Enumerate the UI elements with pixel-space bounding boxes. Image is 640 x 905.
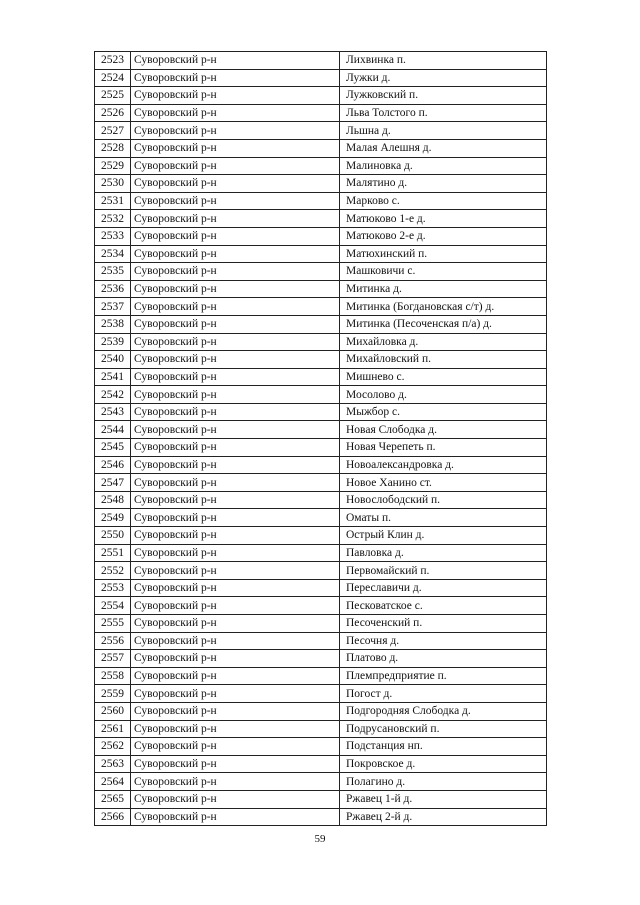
row-number-cell: 2556	[95, 632, 131, 650]
settlement-cell: Павловка д.	[340, 544, 547, 562]
settlement-cell: Льва Толстого п.	[340, 104, 547, 122]
row-number-cell: 2524	[95, 69, 131, 87]
district-cell: Суворовский р-н	[131, 386, 340, 404]
row-number-cell: 2554	[95, 597, 131, 615]
row-number-cell: 2533	[95, 227, 131, 245]
table-row	[95, 175, 547, 193]
district-cell: Суворовский р-н	[131, 245, 340, 263]
settlement-cell: Льшна д.	[340, 122, 547, 140]
table-row	[95, 368, 547, 386]
settlement-cell: Песочня д.	[340, 632, 547, 650]
row-number-cell: 2566	[95, 808, 131, 826]
district-cell: Суворовский р-н	[131, 104, 340, 122]
settlement-cell: Малятино д.	[340, 175, 547, 193]
page-number: 59	[314, 833, 326, 845]
district-cell: Суворовский р-н	[131, 298, 340, 316]
row-number-cell: 2535	[95, 263, 131, 281]
district-cell: Суворовский р-н	[131, 720, 340, 738]
row-number-cell: 2563	[95, 755, 131, 773]
table-row	[95, 773, 547, 791]
settlement-cell: Песковатское с.	[340, 597, 547, 615]
row-number-cell: 2543	[95, 403, 131, 421]
district-cell: Суворовский р-н	[131, 509, 340, 527]
district-cell: Суворовский р-н	[131, 755, 340, 773]
row-number-cell: 2534	[95, 245, 131, 263]
table-row	[95, 562, 547, 580]
row-number-cell: 2539	[95, 333, 131, 351]
settlement-cell: Лужки д.	[340, 69, 547, 87]
table-row	[95, 351, 547, 369]
table-row	[95, 245, 547, 263]
row-number-cell: 2561	[95, 720, 131, 738]
table-row	[95, 227, 547, 245]
district-cell: Суворовский р-н	[131, 491, 340, 509]
row-number-cell: 2555	[95, 615, 131, 633]
row-number-cell: 2536	[95, 280, 131, 298]
district-cell: Суворовский р-н	[131, 403, 340, 421]
district-cell: Суворовский р-н	[131, 439, 340, 457]
district-cell: Суворовский р-н	[131, 615, 340, 633]
settlement-cell: Митинка (Песоченская п/а) д.	[340, 315, 547, 333]
row-number-cell: 2542	[95, 386, 131, 404]
table-row	[95, 579, 547, 597]
settlement-cell: Лихвинка п.	[340, 52, 547, 70]
table-row	[95, 790, 547, 808]
table-row	[95, 315, 547, 333]
settlement-cell: Новое Ханино ст.	[340, 474, 547, 492]
district-cell: Суворовский р-н	[131, 263, 340, 281]
table-row	[95, 685, 547, 703]
settlement-cell: Лужковский п.	[340, 87, 547, 105]
district-cell: Суворовский р-н	[131, 632, 340, 650]
district-cell: Суворовский р-н	[131, 280, 340, 298]
row-number-cell: 2559	[95, 685, 131, 703]
district-cell: Суворовский р-н	[131, 527, 340, 545]
row-number-cell: 2540	[95, 351, 131, 369]
table-row	[95, 280, 547, 298]
row-number-cell: 2560	[95, 702, 131, 720]
row-number-cell: 2549	[95, 509, 131, 527]
settlement-cell: Переславичи д.	[340, 579, 547, 597]
row-number-cell: 2537	[95, 298, 131, 316]
district-cell: Суворовский р-н	[131, 474, 340, 492]
row-number-cell: 2527	[95, 122, 131, 140]
district-cell: Суворовский р-н	[131, 790, 340, 808]
settlement-cell: Митинка д.	[340, 280, 547, 298]
district-cell: Суворовский р-н	[131, 773, 340, 791]
district-cell: Суворовский р-н	[131, 210, 340, 228]
row-number-cell: 2545	[95, 439, 131, 457]
settlement-cell: Малая Алешня д.	[340, 139, 547, 157]
settlement-cell: Матюково 1-е д.	[340, 210, 547, 228]
table-row	[95, 650, 547, 668]
district-cell: Суворовский р-н	[131, 87, 340, 105]
table-row	[95, 87, 547, 105]
table-row	[95, 702, 547, 720]
table-row	[95, 808, 547, 826]
district-cell: Суворовский р-н	[131, 421, 340, 439]
table-row	[95, 403, 547, 421]
settlement-cell: Первомайский п.	[340, 562, 547, 580]
district-cell: Суворовский р-н	[131, 315, 340, 333]
district-cell: Суворовский р-н	[131, 122, 340, 140]
settlement-cell: Новоалександровка д.	[340, 456, 547, 474]
district-cell: Суворовский р-н	[131, 192, 340, 210]
table-row	[95, 597, 547, 615]
district-cell: Суворовский р-н	[131, 227, 340, 245]
table-row	[95, 122, 547, 140]
district-cell: Суворовский р-н	[131, 650, 340, 668]
row-number-cell: 2526	[95, 104, 131, 122]
settlement-cell: Платово д.	[340, 650, 547, 668]
settlement-cell: Матюково 2-е д.	[340, 227, 547, 245]
district-cell: Суворовский р-н	[131, 544, 340, 562]
settlements-table	[94, 51, 547, 826]
row-number-cell: 2525	[95, 87, 131, 105]
settlement-cell: Мыжбор с.	[340, 403, 547, 421]
settlement-cell: Покровское д.	[340, 755, 547, 773]
district-cell: Суворовский р-н	[131, 597, 340, 615]
table-row	[95, 139, 547, 157]
table-row	[95, 667, 547, 685]
settlement-cell: Митинка (Богдановская с/т) д.	[340, 298, 547, 316]
district-cell: Суворовский р-н	[131, 139, 340, 157]
table-row	[95, 544, 547, 562]
settlement-cell: Полагино д.	[340, 773, 547, 791]
district-cell: Суворовский р-н	[131, 368, 340, 386]
district-cell: Суворовский р-н	[131, 351, 340, 369]
row-number-cell: 2552	[95, 562, 131, 580]
settlement-cell: Новослободский п.	[340, 491, 547, 509]
row-number-cell: 2553	[95, 579, 131, 597]
table-row	[95, 210, 547, 228]
row-number-cell: 2528	[95, 139, 131, 157]
settlement-cell: Подрусановский п.	[340, 720, 547, 738]
settlement-cell: Острый Клин д.	[340, 527, 547, 545]
table-row	[95, 386, 547, 404]
settlement-cell: Михайловский п.	[340, 351, 547, 369]
row-number-cell: 2523	[95, 52, 131, 70]
row-number-cell: 2557	[95, 650, 131, 668]
settlement-cell: Мишнево с.	[340, 368, 547, 386]
row-number-cell: 2538	[95, 315, 131, 333]
row-number-cell: 2558	[95, 667, 131, 685]
district-cell: Суворовский р-н	[131, 702, 340, 720]
row-number-cell: 2530	[95, 175, 131, 193]
settlement-cell: Оматы п.	[340, 509, 547, 527]
table-row	[95, 491, 547, 509]
settlement-cell: Ржавец 2-й д.	[340, 808, 547, 826]
row-number-cell: 2541	[95, 368, 131, 386]
table-row	[95, 52, 547, 70]
settlement-cell: Михайловка д.	[340, 333, 547, 351]
settlement-cell: Мосолово д.	[340, 386, 547, 404]
settlement-cell: Малиновка д.	[340, 157, 547, 175]
table-row	[95, 263, 547, 281]
table-row	[95, 439, 547, 457]
district-cell: Суворовский р-н	[131, 562, 340, 580]
table-row	[95, 157, 547, 175]
row-number-cell: 2529	[95, 157, 131, 175]
settlement-cell: Ржавец 1-й д.	[340, 790, 547, 808]
table-row	[95, 192, 547, 210]
row-number-cell: 2532	[95, 210, 131, 228]
settlement-cell: Подстанция нп.	[340, 738, 547, 756]
table-row	[95, 69, 547, 87]
table-row	[95, 509, 547, 527]
table-body	[95, 52, 547, 826]
row-number-cell: 2564	[95, 773, 131, 791]
table-row	[95, 632, 547, 650]
table-row	[95, 104, 547, 122]
settlement-cell: Погост д.	[340, 685, 547, 703]
table-row	[95, 474, 547, 492]
district-cell: Суворовский р-н	[131, 667, 340, 685]
district-cell: Суворовский р-н	[131, 333, 340, 351]
settlement-cell: Матюхинский п.	[340, 245, 547, 263]
row-number-cell: 2550	[95, 527, 131, 545]
district-cell: Суворовский р-н	[131, 52, 340, 70]
settlement-cell: Новая Черепеть п.	[340, 439, 547, 457]
table-row	[95, 755, 547, 773]
row-number-cell: 2544	[95, 421, 131, 439]
district-cell: Суворовский р-н	[131, 685, 340, 703]
row-number-cell: 2547	[95, 474, 131, 492]
table-row	[95, 421, 547, 439]
district-cell: Суворовский р-н	[131, 808, 340, 826]
row-number-cell: 2565	[95, 790, 131, 808]
settlement-cell: Машковичи с.	[340, 263, 547, 281]
settlement-cell: Песоченский п.	[340, 615, 547, 633]
settlement-cell: Подгородняя Слободка д.	[340, 702, 547, 720]
district-cell: Суворовский р-н	[131, 579, 340, 597]
district-cell: Суворовский р-н	[131, 175, 340, 193]
district-cell: Суворовский р-н	[131, 456, 340, 474]
settlement-cell: Новая Слободка д.	[340, 421, 547, 439]
table-row	[95, 527, 547, 545]
table-row	[95, 298, 547, 316]
row-number-cell: 2551	[95, 544, 131, 562]
district-cell: Суворовский р-н	[131, 738, 340, 756]
district-cell: Суворовский р-н	[131, 69, 340, 87]
settlement-cell: Племпредприятие п.	[340, 667, 547, 685]
table-row	[95, 333, 547, 351]
settlement-cell: Марково с.	[340, 192, 547, 210]
table-row	[95, 738, 547, 756]
table-row	[95, 720, 547, 738]
table-row	[95, 615, 547, 633]
row-number-cell: 2548	[95, 491, 131, 509]
table-row	[95, 456, 547, 474]
row-number-cell: 2562	[95, 738, 131, 756]
row-number-cell: 2546	[95, 456, 131, 474]
district-cell: Суворовский р-н	[131, 157, 340, 175]
row-number-cell: 2531	[95, 192, 131, 210]
